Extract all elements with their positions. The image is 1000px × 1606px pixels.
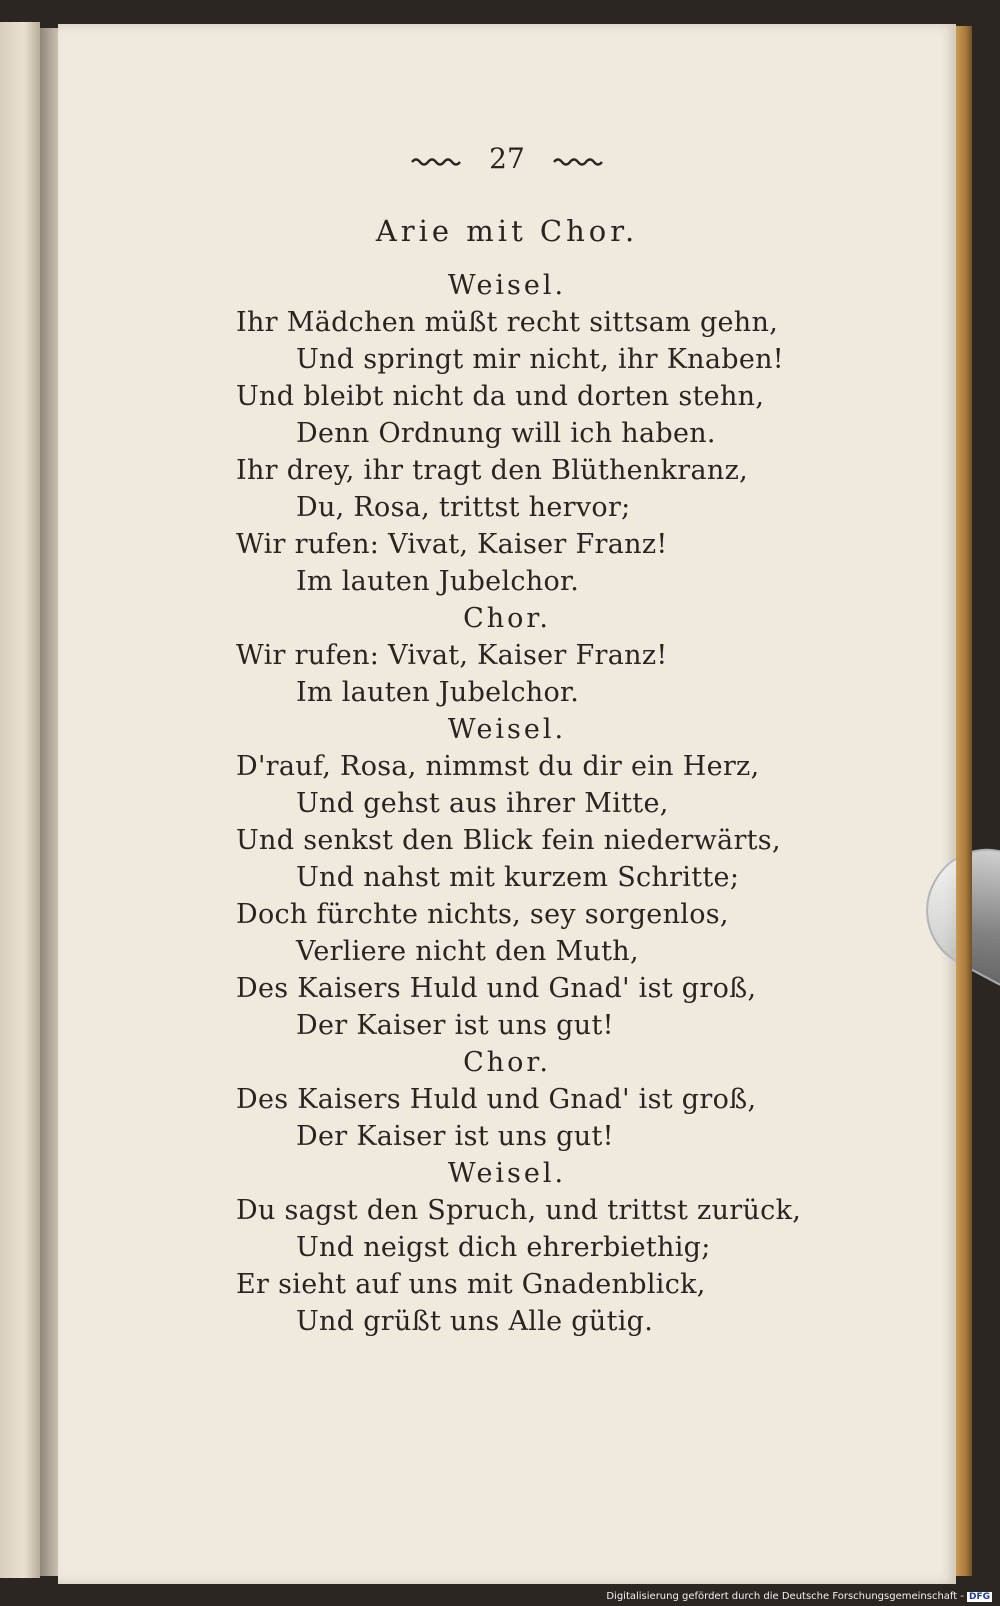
- verse-line: Ihr drey, ihr tragt den Blüthenkranz,: [236, 455, 748, 486]
- verse-line: Du sagst den Spruch, und trittst zurück,: [236, 1195, 802, 1226]
- verse-line: Und bleibt nicht da und dorten stehn,: [236, 381, 765, 412]
- verse-line-indented: Und neigst dich ehrerbiethig;: [296, 1232, 711, 1263]
- verse-line-indented: Denn Ordnung will ich haben.: [296, 418, 716, 449]
- verse-line: Doch fürchte nichts, sey sorgenlos,: [236, 899, 729, 930]
- verse-line: Des Kaisers Huld und Gnad' ist groß,: [236, 1084, 757, 1115]
- speaker-label: Chor.: [463, 1047, 551, 1078]
- verse-line: Und senkst den Blick fein niederwärts,: [236, 825, 781, 856]
- verse-line: Wir rufen: Vivat, Kaiser Franz!: [236, 529, 668, 560]
- speaker-label: Chor.: [463, 603, 551, 634]
- verse-line: Er sieht auf uns mit Gnadenblick,: [236, 1269, 706, 1300]
- section-heading: Arie mit Chor.: [375, 214, 639, 248]
- speaker-label: Weisel.: [447, 1158, 567, 1189]
- page-stack-edge: [956, 26, 972, 1576]
- verse-line: Des Kaisers Huld und Gnad' ist groß,: [236, 973, 757, 1004]
- dfg-logo: DFG: [968, 1592, 990, 1602]
- verse-line-indented: Der Kaiser ist uns gut!: [296, 1010, 614, 1041]
- verse-line-indented: Und nahst mit kurzem Schritte;: [296, 862, 740, 893]
- page-number: 27: [489, 142, 525, 175]
- book-gutter: [40, 28, 60, 1576]
- speaker-label: Weisel.: [447, 714, 567, 745]
- verse-line-indented: Im lauten Jubelchor.: [296, 566, 580, 597]
- book-page: [58, 24, 956, 1584]
- digitization-footer: [606, 1591, 992, 1602]
- verse-line-indented: Im lauten Jubelchor.: [296, 677, 580, 708]
- verse-line-indented: Und gehst aus ihrer Mitte,: [296, 788, 669, 819]
- verse-line-indented: Der Kaiser ist uns gut!: [296, 1121, 614, 1152]
- verse-line: Wir rufen: Vivat, Kaiser Franz!: [236, 640, 668, 671]
- page-text: [58, 24, 956, 1584]
- verse-line-indented: Du, Rosa, trittst hervor;: [296, 492, 631, 523]
- verse-line-indented: Und springt mir nicht, ihr Knaben!: [296, 344, 784, 375]
- verse-line-indented: Verliere nicht den Muth,: [296, 936, 639, 967]
- footer-credit: Digitalisierung gefördert durch die Deutsche Forschungsgemeinschaft -: [606, 1591, 964, 1602]
- verse-line: D'rauf, Rosa, nimmst du dir ein Herz,: [236, 751, 760, 782]
- speaker-label: Weisel.: [447, 270, 567, 301]
- verse-line-indented: Und grüßt uns Alle gütig.: [296, 1306, 654, 1337]
- verse-line: Ihr Mädchen müßt recht sittsam gehn,: [236, 307, 779, 338]
- facing-page-edge: [0, 22, 40, 1578]
